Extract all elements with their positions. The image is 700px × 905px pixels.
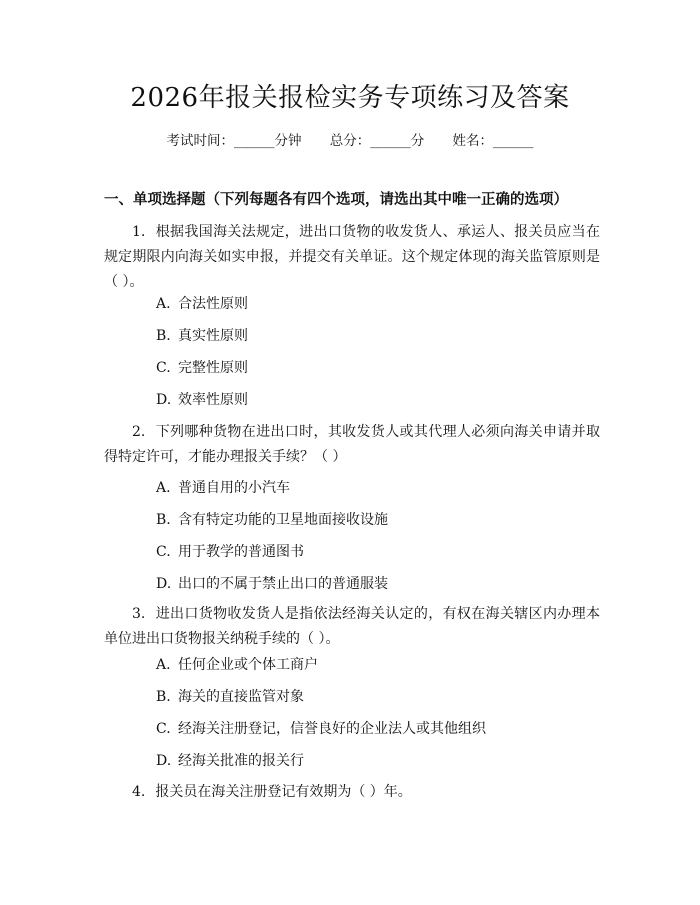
total-score-field: 总分：______分 bbox=[329, 133, 425, 149]
option-text: 任何企业或个体工商户 bbox=[178, 657, 318, 673]
question-text: 报关员在海关注册登记有效期为（ ）年。 bbox=[155, 784, 412, 800]
exam-time-field: 考试时间：______分钟 bbox=[166, 133, 302, 149]
option-text: 海关的直接监管对象 bbox=[178, 689, 304, 705]
option-2a bbox=[156, 478, 290, 498]
option-letter: C. bbox=[156, 360, 171, 376]
option-1a bbox=[156, 294, 248, 314]
option-1b bbox=[156, 326, 248, 346]
option-letter: B. bbox=[156, 512, 171, 528]
option-1d bbox=[156, 390, 248, 410]
option-text: 用于教学的普通图书 bbox=[178, 544, 304, 560]
option-text: 真实性原则 bbox=[178, 328, 248, 344]
question-1 bbox=[104, 220, 600, 295]
option-3c bbox=[156, 719, 486, 739]
option-text: 含有特定功能的卫星地面接收设施 bbox=[178, 512, 388, 528]
option-letter: B. bbox=[156, 689, 171, 705]
question-text: 进出口货物收发货人是指依法经海关认定的，有权在海关辖区内办理本单位进出口货物报关纳税手续的（ ）。 bbox=[104, 606, 600, 647]
option-text: 完整性原则 bbox=[178, 360, 248, 376]
option-2c bbox=[156, 542, 304, 562]
option-3b bbox=[156, 687, 304, 707]
option-text: 效率性原则 bbox=[178, 392, 248, 408]
question-4 bbox=[104, 780, 600, 805]
option-1c bbox=[156, 358, 248, 378]
question-number: 4. bbox=[132, 784, 146, 800]
question-2 bbox=[104, 420, 600, 470]
document-title: 2026年报关报检实务专项练习及答案 bbox=[130, 83, 570, 113]
option-text: 合法性原则 bbox=[178, 296, 248, 312]
option-text: 经海关注册登记，信誉良好的企业法人或其他组织 bbox=[178, 721, 486, 737]
option-3a bbox=[156, 655, 318, 675]
option-2b bbox=[156, 510, 388, 530]
option-text: 普通自用的小汽车 bbox=[178, 480, 290, 496]
option-letter: D. bbox=[156, 392, 172, 408]
option-3d bbox=[156, 751, 304, 771]
option-letter: C. bbox=[156, 544, 171, 560]
option-text: 经海关批准的报关行 bbox=[178, 753, 304, 769]
option-letter: A. bbox=[156, 657, 171, 673]
question-number: 1. bbox=[132, 224, 146, 240]
question-number: 2. bbox=[132, 424, 146, 440]
name-field: 姓名：______ bbox=[452, 133, 534, 149]
option-text: 出口的不属于禁止出口的普通服装 bbox=[178, 576, 388, 592]
option-2d bbox=[156, 574, 388, 594]
option-letter: B. bbox=[156, 328, 171, 344]
option-letter: D. bbox=[156, 576, 172, 592]
question-number: 3. bbox=[132, 606, 146, 622]
exam-meta bbox=[0, 131, 700, 151]
option-letter: A. bbox=[156, 296, 171, 312]
question-text: 下列哪种货物在进出口时，其收发货人或其代理人必须向海关申请并取得特定许可，才能办理报关手续？（ ） bbox=[104, 424, 600, 465]
option-letter: D. bbox=[156, 753, 172, 769]
question-3 bbox=[104, 602, 600, 652]
option-letter: A. bbox=[156, 480, 171, 496]
question-text: 根据我国海关法规定，进出口货物的收发货人、承运人、报关员应当在规定期限内向海关如实申报，并提交有关单证。这个规定体现的海关监管原则是（ ）。 bbox=[104, 224, 600, 290]
option-letter: C. bbox=[156, 721, 171, 737]
section-heading: 一、单项选择题（下列每题各有四个选项，请选出其中唯一正确的选项） bbox=[104, 191, 568, 208]
